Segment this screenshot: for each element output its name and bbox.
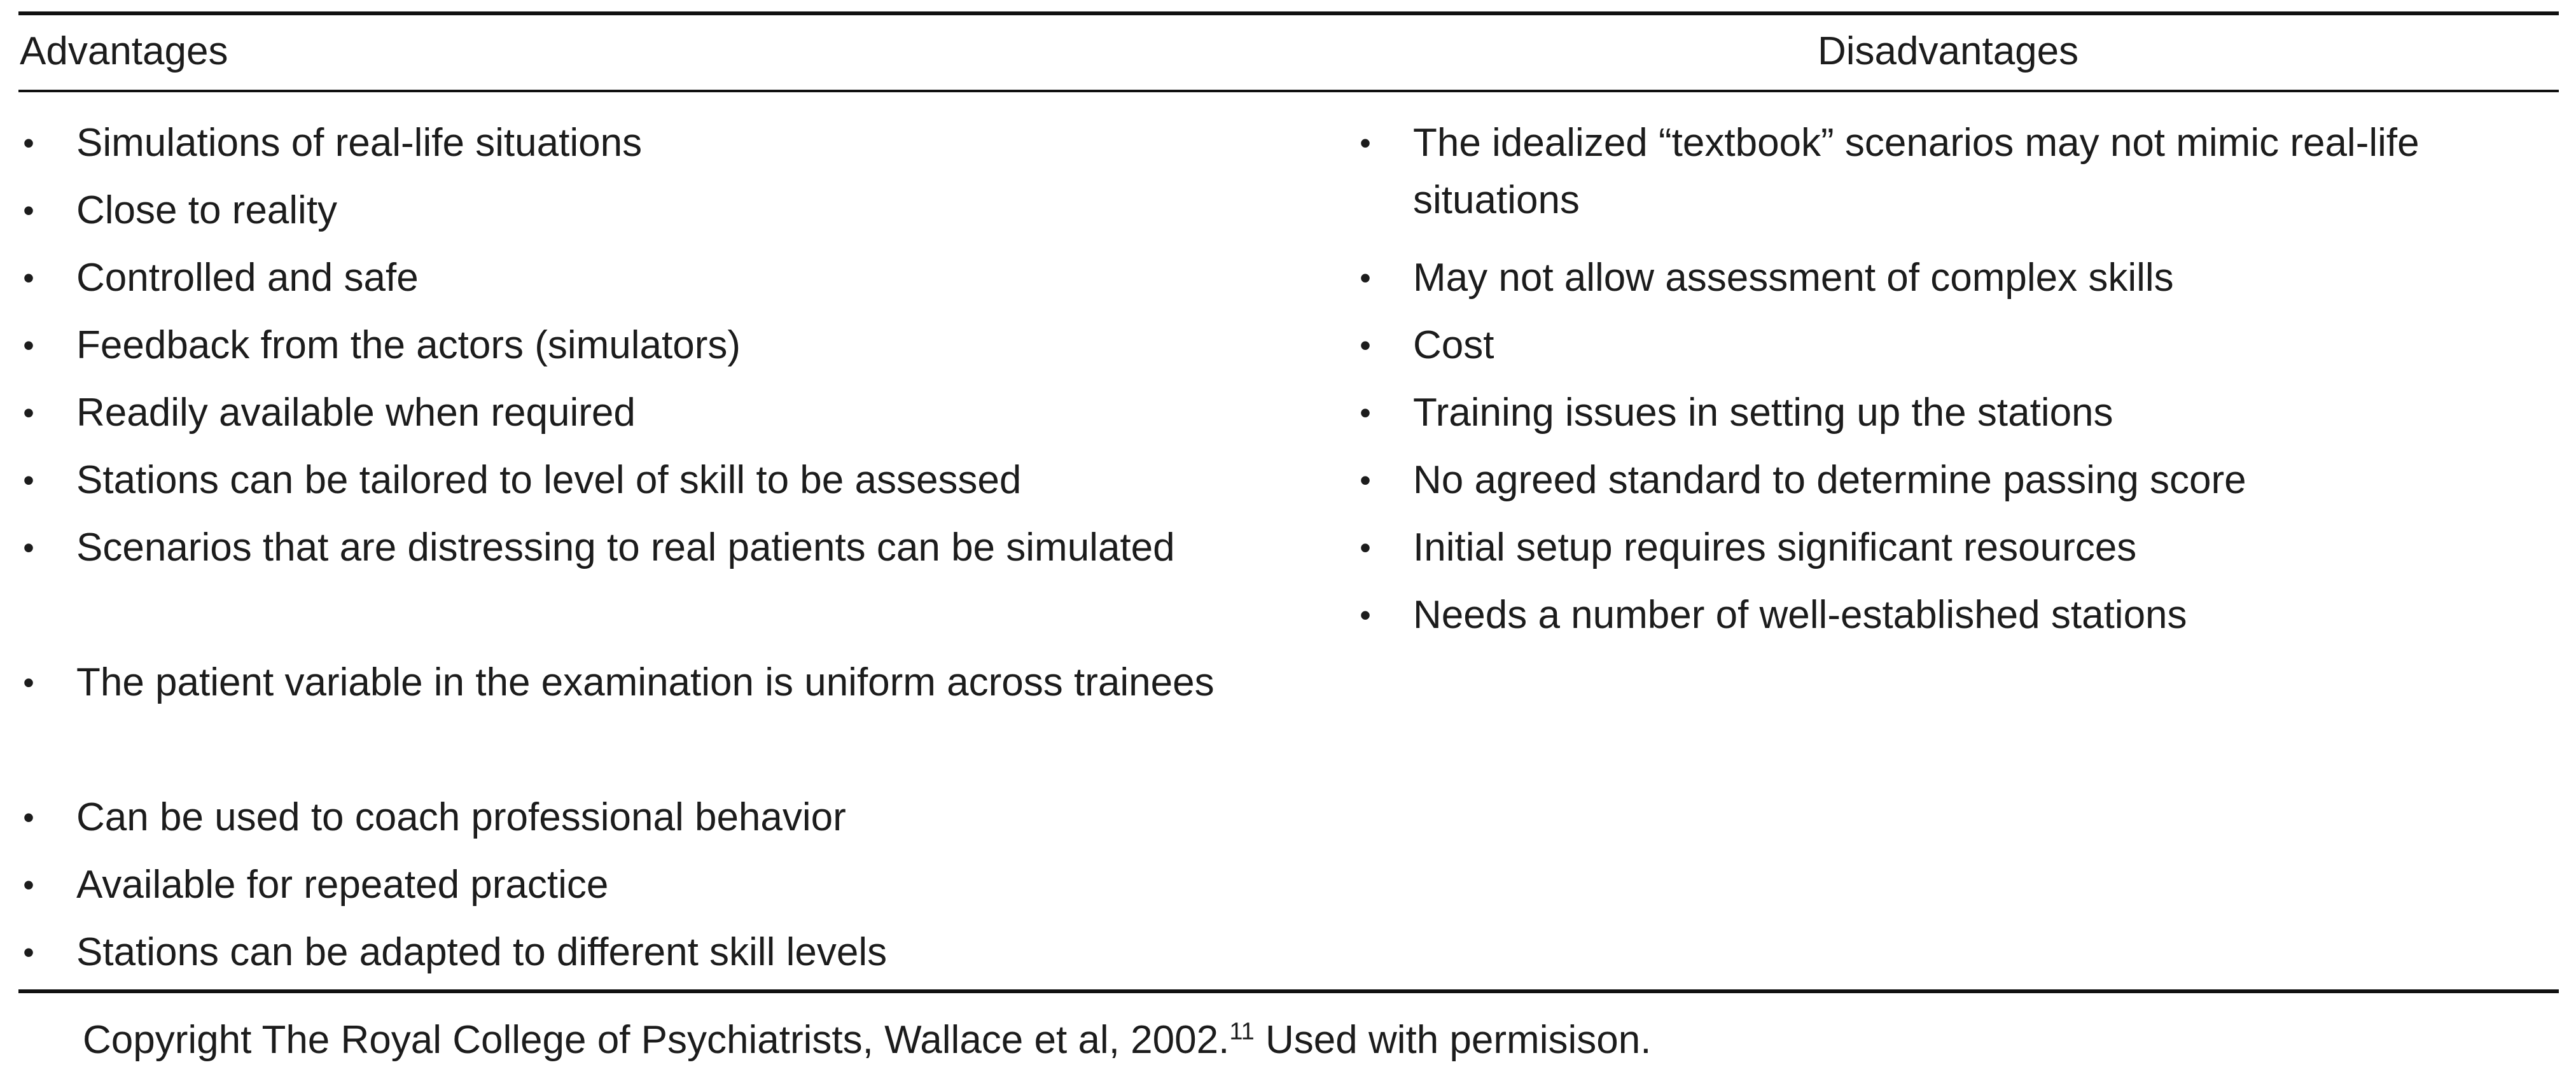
advantage-text: Close to reality (76, 188, 338, 232)
advantages-list (16, 115, 1225, 991)
bullet-icon: • (1360, 395, 1371, 431)
list-item (1353, 452, 2561, 519)
bullet-icon: • (23, 328, 34, 363)
advantage-text: Available for repeated practice (76, 863, 609, 907)
list-item (16, 317, 1225, 384)
list-item (1353, 317, 2561, 384)
disadvantage-text: Cost (1413, 323, 1494, 367)
list-item (16, 182, 1225, 249)
bullet-icon: • (23, 193, 34, 228)
list-item (1353, 249, 2561, 317)
advantage-text: Stations can be tailored to level of skill to be assessed (76, 458, 1022, 502)
list-item (16, 115, 1225, 182)
advantage-text: Stations can be adapted to different skill levels (76, 930, 888, 974)
disadvantage-text: Training issues in setting up the stations (1413, 391, 2113, 435)
advantage-text: Feedback from the actors (simulators) (76, 323, 741, 367)
list-item (16, 384, 1225, 452)
bullet-icon: • (1360, 328, 1371, 363)
disadvantages-list (1353, 115, 2561, 654)
reference-superscript: 11 (1229, 1018, 1255, 1045)
disadvantage-text: May not allow assessment of complex skills (1413, 256, 2174, 300)
list-item (16, 519, 1225, 654)
bullet-icon: • (23, 935, 34, 970)
header-advantages: Advantages (20, 29, 228, 73)
list-item (16, 789, 1225, 856)
list-item (1353, 519, 2561, 587)
header-rule (18, 90, 2559, 92)
header-disadvantages: Disadvantages (1818, 29, 2079, 73)
table-top-rule (18, 11, 2559, 15)
bullet-icon: • (23, 463, 34, 498)
bullet-icon: • (23, 530, 34, 566)
disadvantage-text: No agreed standard to determine passing score (1413, 458, 2246, 502)
bullet-icon: • (1360, 125, 1371, 161)
bullet-icon: • (1360, 597, 1371, 633)
list-item (1353, 587, 2561, 654)
bullet-icon: • (1360, 463, 1371, 498)
list-item (1353, 115, 2561, 249)
disadvantage-text: The idealized “textbook” scenarios may not mimic real-life situations (1413, 121, 2419, 222)
bullet-icon: • (23, 395, 34, 431)
bullet-icon: • (23, 125, 34, 161)
table-bottom-rule (18, 989, 2559, 993)
footnote-suffix: Used with permisison. (1254, 1018, 1652, 1062)
disadvantage-text: Needs a number of well-established stations (1413, 593, 2187, 637)
table-footnote (83, 1012, 1651, 1069)
bullet-icon: • (1360, 530, 1371, 566)
advantage-text: Can be used to coach professional behavior (76, 795, 846, 839)
bullet-icon: • (23, 260, 34, 296)
advantage-text: Readily available when required (76, 391, 636, 435)
footnote-text: Copyright The Royal College of Psychiatrists, Wallace et al, 2002. (83, 1018, 1230, 1062)
advantage-text: Controlled and safe (76, 256, 419, 300)
advantage-text: The patient variable in the examination is uniform across trainees (76, 660, 1215, 704)
list-item (16, 249, 1225, 317)
bullet-icon: • (23, 800, 34, 835)
advantage-text: Simulations of real-life situations (76, 121, 643, 165)
advantage-text: Scenarios that are distressing to real patients can be simulated (76, 526, 1175, 569)
disadvantage-text: Initial setup requires significant resources (1413, 526, 2137, 569)
list-item (16, 452, 1225, 519)
bullet-icon: • (1360, 260, 1371, 296)
bullet-icon: • (23, 665, 34, 701)
list-item (16, 924, 1225, 991)
list-item (16, 856, 1225, 924)
list-item (1353, 384, 2561, 452)
list-item (16, 654, 1225, 789)
bullet-icon: • (23, 867, 34, 903)
